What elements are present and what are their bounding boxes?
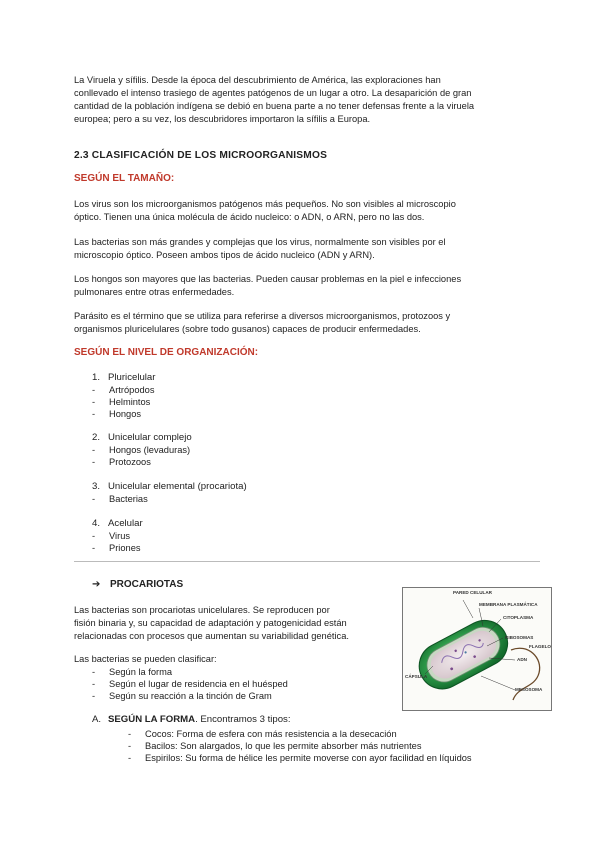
fungi-line: pulmonares entre otras enfermedades. (74, 287, 235, 297)
list-item: - Helmintos (92, 397, 151, 407)
list-item: - Según el lugar de residencia en el huésped (92, 679, 288, 689)
intro-paragraph (74, 74, 534, 126)
section-title: 2.3 CLASIFICACIÓN DE LOS MICROORGANISMOS (74, 150, 328, 161)
list-item: - Espirilos: Su forma de hélice les permite moverse con ayor facilidad en líquidos (128, 753, 472, 763)
virus-line: óptico. Tienen una única molécula de ácido nucleico: o ADN, o ARN, pero no las dos. (74, 212, 425, 222)
list-item: - Según la forma (92, 667, 173, 677)
label-mesosome: MESOSOMA (515, 687, 543, 692)
list-item: - Artrópodos (92, 385, 155, 395)
prokaryotes-line: fisión binaria y, su capacidad de adaptación y patogenicidad están (74, 618, 347, 628)
organization-heading: SEGÚN EL NIVEL DE ORGANIZACIÓN: (74, 347, 259, 358)
capsule-body (411, 612, 516, 697)
list-item: - Virus (92, 531, 131, 541)
virus-paragraph (74, 198, 534, 224)
label-cytoplasm: CITOPLASMA (503, 615, 534, 620)
label-wall: PARED CELULAR (453, 590, 492, 595)
label-membrane: MEMBRANA PLASMÁTICA (479, 602, 538, 607)
divider (74, 561, 540, 562)
prokaryotes-line: relacionadas con procesos que aumentan su variabilidad genética. (74, 631, 349, 641)
list-item: - Según su reacción a la tinción de Gram (92, 691, 272, 701)
label-dna: ADN (517, 657, 527, 662)
parasite-line: Parásito es el término que se utiliza para referirse a diversos microorganismos, protozoos y (74, 311, 451, 321)
intro-line: La Viruela y sífilis. Desde la época del descubrimiento de América, las exploraciones han (74, 75, 441, 85)
org-group-2-title: 2. Unicelular complejo (92, 432, 192, 443)
intro-line: conllevado el intenso trasiego de agentes patógenos de un lugar a otro. La desaparición de gran (74, 88, 472, 98)
parasite-paragraph (74, 310, 534, 336)
flagellum (511, 648, 543, 700)
list-item: - Bacilos: Son alargados, lo que les permite absorber más nutrientes (128, 741, 422, 751)
intro-line: cantidad de la población indígena se debió en buena parte a no tener defensas frente a la viruela (74, 101, 475, 111)
intro-line: europea; pero a su vez, los descubridores importaron la sífilis a Europa. (74, 114, 371, 124)
arrow-right-icon: ➔ (92, 579, 101, 590)
classify-intro: Las bacterias se pueden clasificar: (74, 654, 217, 664)
virus-line: Los virus son los microorganismos patógenos más pequeños. No son visibles al microscopio (74, 199, 456, 209)
label-capsule: CÁPSULA (405, 674, 428, 679)
org-group-4-title: 4. Acelular (92, 518, 143, 529)
size-heading: SEGÚN EL TAMAÑO: (74, 173, 175, 184)
list-item: - Priones (92, 543, 141, 553)
list-item: - Cocos: Forma de esfera con más resistencia a la desecación (128, 729, 397, 739)
bacterium-diagram (402, 587, 552, 711)
fungi-line: Los hongos son mayores que las bacterias. Pueden causar problemas en la piel e infecciones (74, 274, 462, 284)
shape-heading: A. SEGÚN LA FORMA. Encontramos 3 tipos: (92, 714, 291, 725)
label-flagellum: FLAGELO (529, 644, 551, 649)
label-ribosomes: RIBOSOMAS (505, 635, 534, 640)
list-item: - Bacterias (92, 494, 148, 504)
prokaryotes-paragraph (74, 604, 394, 643)
fungi-paragraph (74, 273, 534, 299)
prokaryotes-heading: ➔ PROCARIOTAS (92, 579, 184, 590)
list-item: - Hongos (92, 409, 142, 419)
list-item: - Hongos (levaduras) (92, 445, 191, 455)
prokaryotes-line: Las bacterias son procariotas unicelulares. Se reproducen por (74, 605, 330, 615)
bacteria-paragraph (74, 236, 534, 262)
org-group-1-title: 1. Pluricelular (92, 372, 156, 383)
list-item: - Protozoos (92, 457, 151, 467)
bacteria-line: microscopio óptico. Poseen ambos tipos de ácido nucleico (ADN y ARN). (74, 250, 375, 260)
org-group-3-title: 3. Unicelular elemental (procariota) (92, 481, 247, 492)
bacteria-line: Las bacterias son más grandes y complejas que los virus, normalmente son visibles por el (74, 237, 446, 247)
parasite-line: organismos pluricelulares (sobre todo gusanos) capaces de producir enfermedades. (74, 324, 421, 334)
